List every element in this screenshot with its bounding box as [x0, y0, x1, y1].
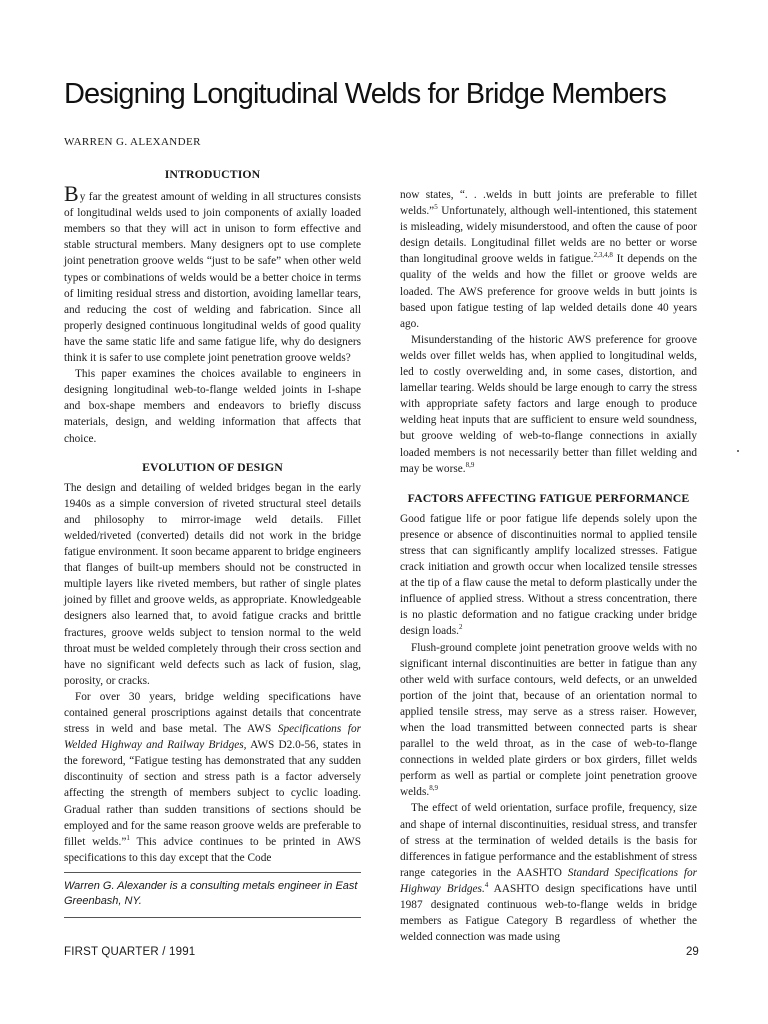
- paragraph-text: The effect of weld orientation, surface profile, frequency, size and shape of internal discontinuities, residual stress, and transfer of stress at the termination of welded details is the basis for differences in fatigue performance and the establishment of stress range categories in the AASHTO: [400, 802, 697, 879]
- paragraph-text: Flush-ground complete joint penetration groove welds with no significant internal discontinuities are better in fatigue than any other weld with surface contours, weld defects, or an unwelded portion of the joint that, because of an orientation normal to applied tensile stress, may serve as a stress raiser. However, when the load transmitted between connected parts is shear parallel to the weld throat, as in the case of web-to-flange connections in welded plate girders or box girders, fillet welds perform as well as partial or complete joint penetration groove welds.: [400, 641, 697, 799]
- paragraph: [64, 181, 361, 366]
- page-number: 29: [686, 946, 699, 958]
- section-heading-introduction: INTRODUCTION: [164, 167, 261, 181]
- citation-title: Standard Specifications for Highway Bridges.: [400, 866, 698, 895]
- paragraph: [400, 800, 697, 945]
- paragraph: [400, 332, 697, 477]
- reference-superscript: 1: [126, 833, 130, 842]
- paragraph-text: AASHTO design specifications have until 1987 designated continuous web-to-flange welds in bridge members as Fatigue Category B regardless of whether the welded connection was made using: [400, 882, 697, 944]
- paragraph: The design and detailing of welded bridges began in the early 1940s as a simple conversion of riveted structural steel details and philosophy to mirror-image weld details. Fillet welded/riveted (converted) details did not work in the bridge fatigue environment. It soon became apparent to bridge engineers that flanges of built-up members should not be constructed in multiple layers like riveted members, but rather of single plates joined by fillet and groove welds, as appropriate. Knowledgeable designers also learned that, to avoid fatigue cracks and brittle fractures, groove welds subject to tension normal to the weld throat must be welded completely through their cross section and have no significant weld defects such as lack of fusion, slag, porosity, or cracks.: [64, 481, 361, 687]
- paragraph: This paper examines the choices available to engineers in designing longitudinal web-to-flange welded joints in I-shape and box-shape members and endeavors to briefly discuss materials, design, and welding information that affects that choice.: [64, 368, 361, 445]
- paragraph-text: AWS D2.0-56, states in the foreword, “Fatigue testing has demonstrated that any sudden discontinuity of section and stress path is a factor adversely affecting the strength of members subject to cyclic loading. Gradual rather than sudden transitions of sections should be employed and for the same reason groove welds are preferable to fillet welds.”: [64, 739, 361, 848]
- paragraph: [400, 187, 697, 332]
- paragraph-text: It depends on the quality of the welds and how the fillet or groove welds are loaded. The AWS preference for groove welds in butt joints is based upon fatigue testing of lap welded details done 40 years ago.: [400, 253, 697, 330]
- reference-superscript: 5: [434, 203, 438, 212]
- section-heading-evolution: EVOLUTION OF DESIGN: [142, 459, 283, 474]
- paragraph-text: Misunderstanding of the historic AWS preference for groove welds over fillet welds has, when applied to longitudinal welds, led to costly overwelding and, in some cases, distortion, and lamellar tearing. Welds should be large enough to carry the stress with appropriate safety factors and large enough to produce welding heat inputs that are sufficient to ensure weld soundness, but groove welding of web-to-flange connections in axially loaded members is not necessarily better than fillet welding and may be worse.: [400, 333, 697, 475]
- section-heading-factors: FACTORS AFFECTING FATIGUE PERFORMANCE: [407, 490, 690, 505]
- reference-superscript: 2: [459, 623, 463, 632]
- paragraph-text: Unfortunately, although well-intentioned, this statement is misleading, widely misunderstood, and often the cause of poor design details. Longitudinal fillet welds are no better or worse than longitudinal groove welds in fatigue.: [400, 205, 697, 266]
- paragraph-text: This advice continues to be printed in AWS specifications to this day except that the Code: [64, 835, 361, 864]
- left-column: [64, 166, 361, 866]
- paragraph-text: For over 30 years, bridge welding specifications have contained general proscriptions against details that concentrate stress in weld and base metal. The AWS: [64, 690, 361, 736]
- paragraph-text: y far the greatest amount of welding in all structures consists of longitudinal welds used to join components of axially loaded members so that they will act in unison to form effective and stable structural members. Many designers opt to use complete joint penetration groove welds “just to be safe” when other weld types or combinations of welds would be a better choice in terms of limiting residual stress and distortion, avoiding lamellar tears, and reducing the cost of welding and fabrication. Since all properly designed continuous longitudinal welds of good quality have the same static life and same fatigue life, why do designers think it is safer to use complete joint penetration groove welds?: [64, 191, 361, 365]
- reference-superscript: 2,3,4,8: [593, 251, 613, 260]
- author-byline: WARREN G. ALEXANDER: [64, 136, 201, 148]
- right-column: [400, 187, 697, 945]
- paragraph-text: Good fatigue life or poor fatigue life depends solely upon the presence or absence of discontinuities normal to applied tensile stress that can significantly amplify localized stresses. Fatigue crack initiation and growth occur when localized tensile stresses at the tip of a flaw cause the metal to deform plastically under the influence of applied stress. Without a stress concentration, there is no plastic deformation and no fatigue cracking under bridge design loads.: [400, 512, 697, 638]
- author-footnote: Warren G. Alexander is a consulting metals engineer in East Greenbash, NY.: [64, 872, 361, 918]
- citation-title: Specifications for Welded Highway and Railway Bridges,: [64, 723, 361, 752]
- article-title: Designing Longitudinal Welds for Bridge Members: [64, 78, 666, 110]
- paragraph: [400, 511, 697, 640]
- reference-superscript: 4: [484, 881, 489, 890]
- paragraph: [400, 640, 697, 801]
- reference-superscript: 8,9: [465, 460, 475, 469]
- scan-speck: [737, 450, 739, 452]
- paragraph: [64, 689, 361, 866]
- reference-superscript: 8,9: [429, 784, 438, 793]
- paragraph-text: now states, “. . .welds in butt joints are preferable to fillet welds.”: [400, 189, 697, 218]
- issue-footer: FIRST QUARTER / 1991: [64, 946, 196, 958]
- drop-cap: B: [64, 181, 79, 207]
